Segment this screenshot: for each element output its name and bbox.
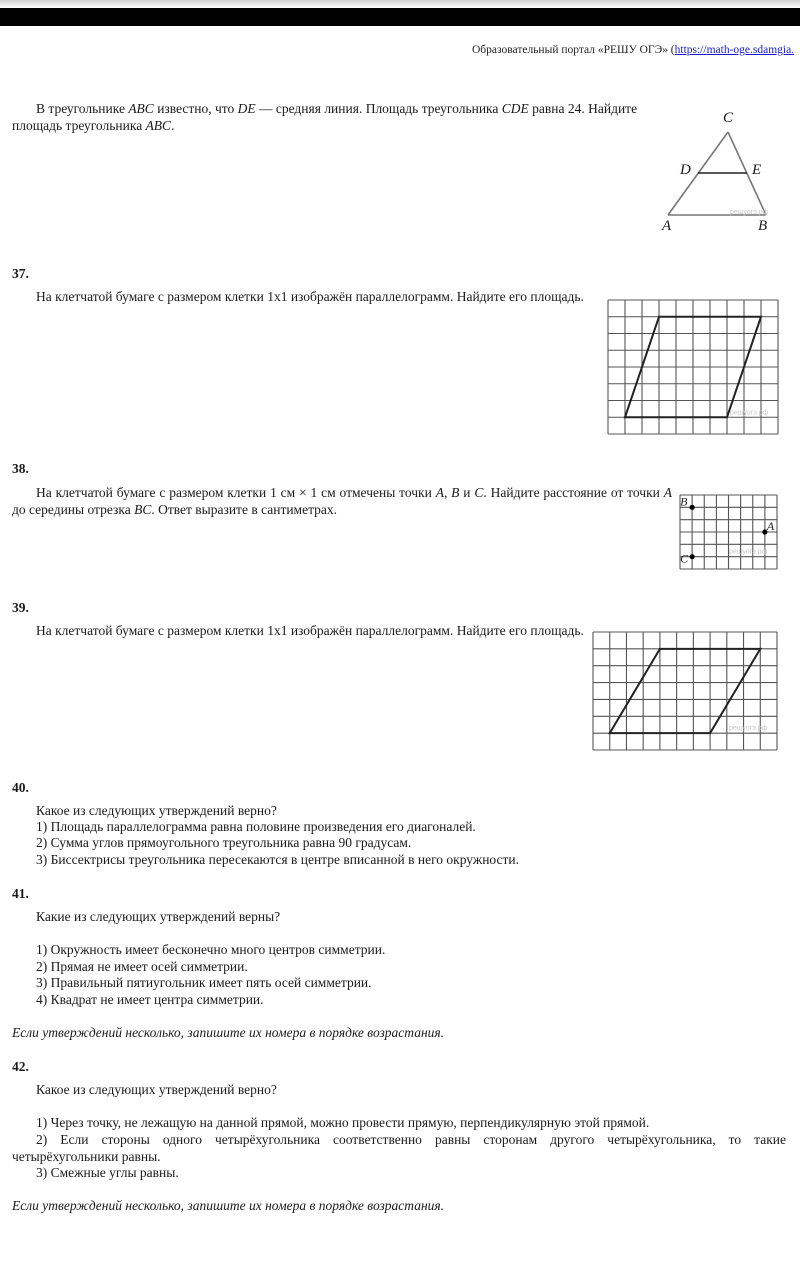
option: 3) Смежные углы равны. — [36, 1165, 179, 1180]
option: 2) Сумма углов прямоугольного треугольника равна 90 градусам. — [36, 835, 412, 850]
option: 1) Через точку, не лежащую на данной прямой, можно провести прямую, перпендикулярную этой прямой. — [36, 1115, 650, 1130]
answer-note: Если утверждений несколько, запишите их номера в порядке возрастания. — [12, 1198, 445, 1213]
portal-name: Образовательный портал «РЕШУ ОГЭ» ( — [472, 44, 675, 56]
option: 2) Прямая не имеет осей симметрии. — [36, 959, 248, 974]
grid-37 — [608, 300, 778, 434]
problem-number: 39. — [12, 600, 29, 615]
answer-note: Если утверждений несколько, запишите их номера в порядке возрастания. — [12, 1025, 445, 1040]
label-b: B — [758, 218, 768, 234]
problem-number: 40. — [12, 780, 29, 795]
problem-38-text: На клетчатой бумаге с размером клетки 1 см × 1 см отмечены точки A, B и C. Найдите расстояние от точки A до середины отрезка BC. Ответ выразите в сантиметрах. — [12, 485, 672, 517]
watermark: решуогэ.рф — [729, 725, 768, 733]
problem-number: 38. — [12, 461, 29, 476]
point-b — [690, 505, 695, 510]
label-a: A — [766, 519, 775, 533]
label-b: B — [680, 494, 688, 509]
watermark: решуогэ.рф — [730, 409, 769, 417]
label-e: E — [752, 162, 762, 178]
problem-number: 41. — [12, 886, 29, 901]
triangle-figure — [0, 0, 800, 260]
problem-36-text: В треугольнике ABC известно, что DE — средняя линия. Площадь треугольника CDE равна 24. Найдите площадь треугольника ABC. — [12, 101, 638, 133]
option: 2) Если стороны одного четырёхугольника соответственно равны сторонам другого четырёхугольника, то такие четырёхугольники равны. — [12, 1132, 786, 1164]
problem-number: 42. — [12, 1059, 29, 1074]
option: 3) Биссектрисы треугольника пересекаются в центре вписанной в него окружности. — [36, 852, 520, 867]
watermark: решуогэ.рф — [729, 548, 768, 556]
option: 4) Квадрат не имеет центра симметрии. — [36, 992, 264, 1007]
problem-39-text: На клетчатой бумаге с размером клетки 1x1 изображён параллелограмм. Найдите его площадь. — [36, 623, 584, 638]
grid-38 — [680, 495, 777, 569]
option: 1) Окружность имеет бесконечно много центров симметрии. — [36, 942, 386, 957]
label-a: A — [662, 218, 672, 234]
label-c: C — [723, 110, 734, 126]
problem-37-text: На клетчатой бумаге с размером клетки 1x1 изображён параллелограмм. Найдите его площадь. — [36, 289, 584, 304]
label-d: D — [680, 162, 691, 178]
watermark: решуогэ.рф — [730, 209, 769, 216]
portal-link[interactable]: https://math-oge.sdamgia. — [674, 44, 795, 56]
parallelogram — [610, 649, 761, 733]
option: 3) Правильный пятиугольник имеет пять осей симметрии. — [36, 975, 372, 990]
problem-40-question: Какое из следующих утверждений верно? — [36, 803, 277, 818]
problem-42-question: Какое из следующих утверждений верно? — [36, 1082, 277, 1097]
problem-number: 37. — [12, 266, 29, 281]
problem-41-question: Какие из следующих утверждений верны? — [36, 909, 281, 924]
point-c — [690, 554, 695, 559]
option: 1) Площадь параллелограмма равна половине произведения его диагоналей. — [36, 819, 476, 834]
grid-39 — [593, 632, 777, 750]
label-c: C — [680, 551, 689, 566]
